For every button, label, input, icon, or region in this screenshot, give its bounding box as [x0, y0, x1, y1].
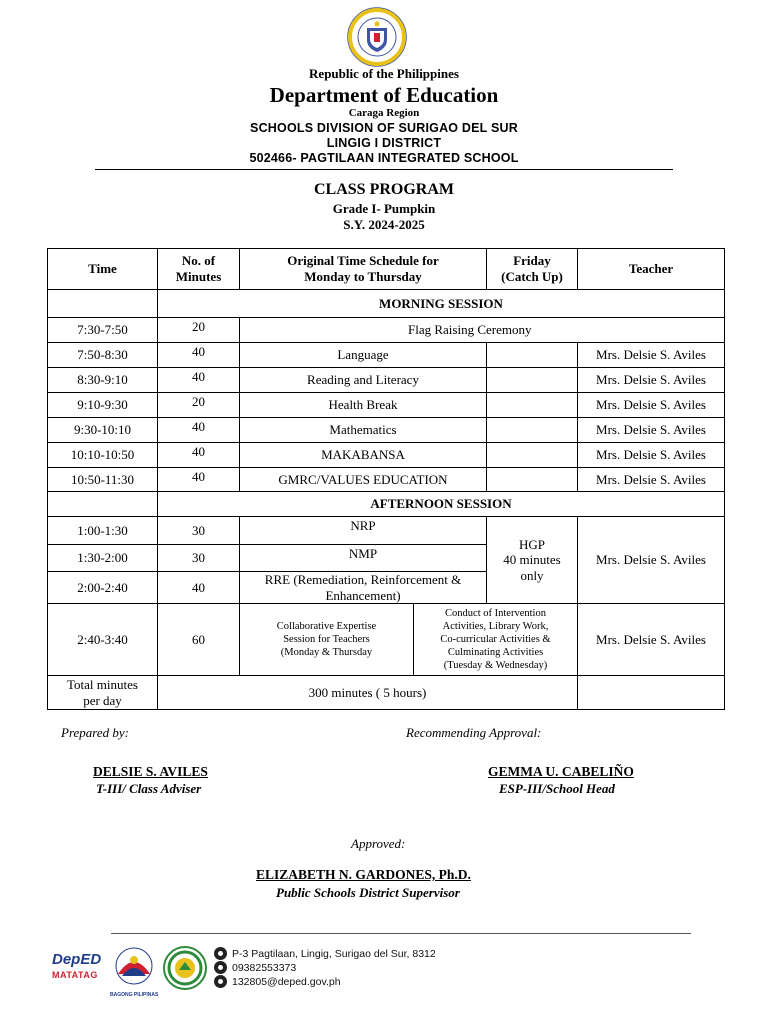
- col-header-minutes: No. of Minutes: [158, 249, 240, 290]
- school-seal-logo: [163, 946, 207, 990]
- footer-phone: 09382553373: [214, 961, 296, 974]
- prepared-by-title: T-III/ Class Adviser: [96, 781, 202, 796]
- recommending-approval-label: Recommending Approval:: [406, 725, 542, 740]
- table-row: 1:30-2:00 30 NMP: [48, 545, 725, 572]
- deped-seal-logo: [341, 6, 413, 68]
- recommending-name: GEMMA U. CABELIÑO: [488, 764, 634, 779]
- recommending-title: ESP-III/School Head: [499, 781, 615, 796]
- table-row: 8:30-9:10 40 Reading and Literacy Mrs. Delsie S. Aviles: [48, 368, 725, 393]
- table-row: 9:10-9:30 20 Health Break Mrs. Delsie S. Aviles: [48, 393, 725, 418]
- table-row: 2:00-2:40 40 RRE (Remediation, Reinforcement & Enhancement): [48, 572, 725, 604]
- bagong-pilipinas-logo: BAGONG PILIPINAS: [110, 946, 158, 996]
- col-header-teacher: Teacher: [578, 249, 725, 290]
- footer-email[interactable]: 132805@deped.gov.ph: [214, 975, 341, 988]
- footer-divider: [111, 933, 691, 934]
- department-title: Department of Education: [269, 83, 499, 107]
- approved-title: Public Schools District Supervisor: [276, 885, 460, 900]
- document-title: CLASS PROGRAM: [313, 181, 454, 198]
- table-row: 10:50-11:30 40 GMRC/VALUES EDUCATION Mrs. Delsie S. Aviles: [48, 468, 725, 492]
- grade-section: Grade I- Pumpkin: [332, 201, 436, 216]
- header-divider: [95, 169, 673, 170]
- morning-session-label: MORNING SESSION: [158, 290, 725, 318]
- collaborative-session-cell: Collaborative Expertise Session for Teachers (Monday & Thursday: [240, 604, 414, 676]
- prepared-by-label: Prepared by:: [61, 725, 129, 740]
- total-value: 300 minutes ( 5 hours): [158, 676, 578, 710]
- footer-address: P-3 Pagtilaan, Lingig, Surigao del Sur, 8312: [214, 947, 436, 960]
- table-row: 10:10-10:50 40 MAKABANSA Mrs. Delsie S. Aviles: [48, 443, 725, 468]
- col-header-original: Original Time Schedule for Monday to Thursday: [240, 249, 487, 290]
- table-row: 9:30-10:10 40 Mathematics Mrs. Delsie S. Aviles: [48, 418, 725, 443]
- table-row: 2:40-3:40 60 Collaborative Expertise Session for Teachers (Monday & Thursday Conduct of Intervention Activities, Library Work, Co-curricular Activities & Culminating Activities (Tuesday & Wednesday) Mrs. Delsie S. Aviles: [48, 604, 725, 676]
- hgp-cell: HGP 40 minutes only: [487, 517, 578, 604]
- total-label: Total minutes per day: [48, 676, 158, 710]
- republic-line: Republic of the Philippines: [309, 66, 459, 81]
- division-line: SCHOOLS DIVISION OF SURIGAO DEL SUR: [250, 121, 518, 135]
- table-header-row: [48, 249, 725, 290]
- morning-session-row: [48, 290, 725, 318]
- prepared-by-name: DELSIE S. AVILES: [93, 764, 208, 779]
- school-year: S.Y. 2024-2025: [343, 217, 425, 232]
- afternoon-teacher-cell: Mrs. Delsie S. Aviles: [578, 517, 725, 604]
- approved-label: Approved:: [351, 836, 406, 851]
- table-row: 7:50-8:30 40 Language Mrs. Delsie S. Aviles: [48, 343, 725, 368]
- intervention-activities-cell: Conduct of Intervention Activities, Library Work, Co-curricular Activities & Culminating Activities (Tuesday & Wednesday): [414, 604, 578, 676]
- afternoon-session-label: AFTERNOON SESSION: [158, 492, 725, 517]
- phone-icon: [214, 961, 227, 974]
- school-line: 502466- PAGTILAAN INTEGRATED SCHOOL: [249, 151, 519, 165]
- location-icon: [214, 947, 227, 960]
- total-row: [48, 676, 725, 710]
- table-row: 7:30-7:50 20 Flag Raising Ceremony: [48, 318, 725, 343]
- col-header-friday: Friday (Catch Up): [487, 249, 578, 290]
- afternoon-session-row: [48, 492, 725, 517]
- email-icon: [214, 975, 227, 988]
- region-line: Caraga Region: [348, 107, 420, 119]
- col-header-time: Time: [48, 249, 158, 290]
- deped-matatag-logo: DepED MATATAG: [52, 951, 102, 980]
- district-line: LINGIG I DISTRICT: [326, 136, 442, 150]
- class-program-table: [47, 248, 725, 710]
- approved-name: ELIZABETH N. GARDONES, Ph.D.: [256, 867, 471, 882]
- bagong-pilipinas-emblem-icon: [110, 946, 158, 986]
- table-row: 1:00-1:30 30 NRP HGP 40 minutes only Mrs. Delsie S. Aviles: [48, 517, 725, 545]
